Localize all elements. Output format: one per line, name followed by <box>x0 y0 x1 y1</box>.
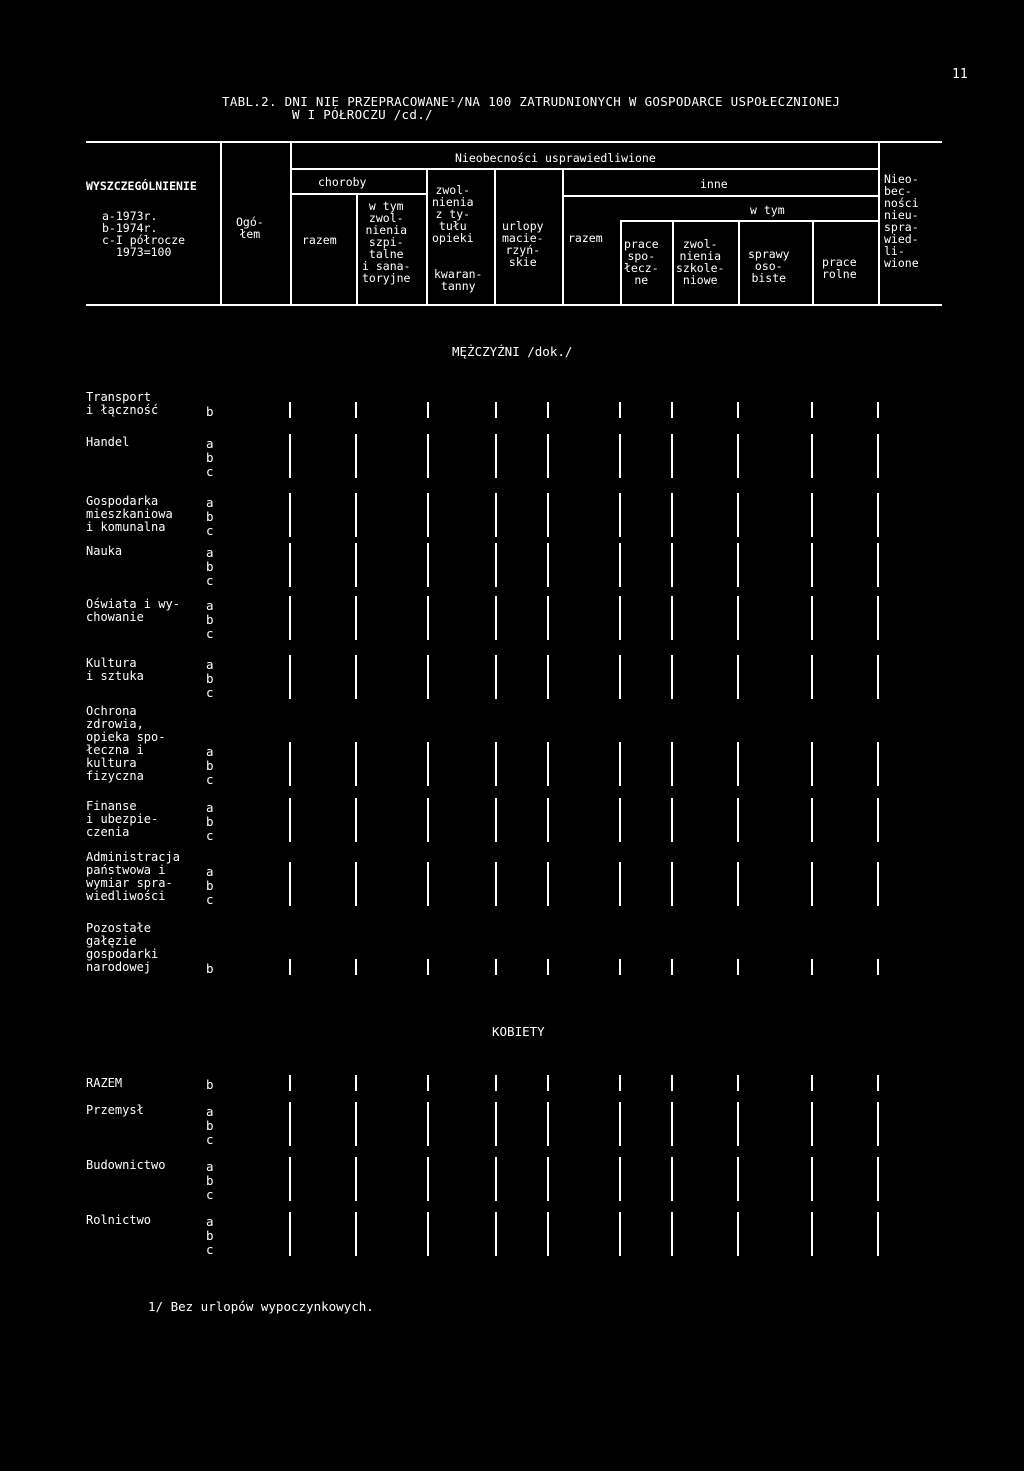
column-rule <box>495 1212 497 1256</box>
row-key: b <box>206 1077 214 1092</box>
column-rule <box>619 959 621 975</box>
row-key: c <box>206 1242 214 1257</box>
column-rule <box>495 543 497 587</box>
column-rule <box>289 1212 291 1256</box>
column-rule <box>547 655 549 699</box>
column-rule <box>355 1102 357 1146</box>
row-key: a <box>206 744 214 759</box>
column-rule <box>671 543 673 587</box>
column-rule <box>427 959 429 975</box>
row-label: RAZEM <box>86 1076 123 1090</box>
column-rule <box>671 1075 673 1091</box>
column-rule <box>737 798 739 842</box>
column-rule <box>877 742 879 786</box>
column-rule <box>427 742 429 786</box>
row-key: b <box>206 612 214 627</box>
table-title-line1: TABL.2. DNI NIE PRZEPRACOWANE¹/NA 100 ZATRUDNIONYCH W GOSPODARCE USPOŁECZNIONEJ <box>222 94 841 109</box>
column-rule <box>355 742 357 786</box>
column-rule <box>737 493 739 537</box>
column-rule <box>547 742 549 786</box>
column-rule <box>811 596 813 640</box>
column-rule <box>355 1075 357 1091</box>
row-label: Gospodarka mieszkaniowa i komunalna <box>86 494 173 534</box>
row-key: a <box>206 436 214 451</box>
column-rule <box>547 434 549 478</box>
column-rule <box>547 1212 549 1256</box>
column-rule <box>737 959 739 975</box>
header-prace-rolne: prace rolne <box>822 255 857 281</box>
column-rule <box>289 543 291 587</box>
column-rule <box>671 596 673 640</box>
row-key: c <box>206 1187 214 1202</box>
column-rule <box>495 655 497 699</box>
column-rule <box>495 798 497 842</box>
row-label: Administracja państwowa i wymiar spra- wiedliwości <box>86 850 180 903</box>
column-rule <box>811 1102 813 1146</box>
column-rule <box>811 959 813 975</box>
column-rule <box>619 596 621 640</box>
column-rule <box>619 1102 621 1146</box>
header-kwarantanny: kwaran- tanny <box>434 267 483 293</box>
column-rule <box>811 862 813 906</box>
row-key: a <box>206 1104 214 1119</box>
column-rule <box>811 1212 813 1256</box>
column-rule <box>877 1157 879 1201</box>
column-rule <box>547 1102 549 1146</box>
column-rule <box>427 1102 429 1146</box>
row-key: b <box>206 1118 214 1133</box>
column-rule <box>877 402 879 418</box>
row-key: c <box>206 685 214 700</box>
header-zwolnienia-szkoleniowe: zwol- nienia szkole- niowe <box>676 237 725 287</box>
row-key: b <box>206 1173 214 1188</box>
column-rule <box>355 434 357 478</box>
row-key: c <box>206 828 214 843</box>
column-rule <box>547 862 549 906</box>
column-rule <box>671 1157 673 1201</box>
column-rule <box>877 493 879 537</box>
header-inne: inne <box>700 177 728 191</box>
header-w-tym-szpitalne: w tym zwol- nienia szpi- talne i sana- toryjne <box>362 199 411 285</box>
column-rule <box>289 1102 291 1146</box>
table-title-line2: W I PÓŁROCZU /cd./ <box>292 107 433 122</box>
column-rule <box>427 862 429 906</box>
column-rule <box>811 543 813 587</box>
column-rule <box>737 1075 739 1091</box>
header-c-line1: c-I półrocze <box>102 233 186 247</box>
row-key: a <box>206 657 214 672</box>
column-rule <box>355 493 357 537</box>
row-key: c <box>206 772 214 787</box>
column-rule <box>427 1075 429 1091</box>
column-rule <box>427 543 429 587</box>
column-rule <box>355 1157 357 1201</box>
header-c-line2: 1973=100 <box>116 245 172 259</box>
column-rule <box>671 402 673 418</box>
column-rule <box>811 434 813 478</box>
column-rule <box>619 402 621 418</box>
column-rule <box>355 655 357 699</box>
row-label: Ochrona zdrowia, opieka spo- łeczna i kultura fizyczna <box>86 704 166 783</box>
column-rule <box>495 862 497 906</box>
column-rule <box>737 862 739 906</box>
column-rule <box>355 1212 357 1256</box>
header-prace-spoleczne: prace spo- łecz- ne <box>624 237 659 287</box>
row-key: a <box>206 800 214 815</box>
header-choroby: choroby <box>318 175 367 189</box>
column-rule <box>427 434 429 478</box>
column-rule <box>877 655 879 699</box>
row-key: b <box>206 814 214 829</box>
column-rule <box>355 798 357 842</box>
row-key: b <box>206 758 214 773</box>
row-key: b <box>206 450 214 465</box>
column-rule <box>737 1157 739 1201</box>
column-rule <box>547 596 549 640</box>
section-women: KOBIETY <box>492 1024 545 1039</box>
column-rule <box>427 493 429 537</box>
column-rule <box>427 596 429 640</box>
column-rule <box>355 543 357 587</box>
row-key: b <box>206 961 214 976</box>
header-sprawy-osobiste: sprawy oso- biste <box>748 247 790 285</box>
column-rule <box>289 655 291 699</box>
column-rule <box>289 402 291 418</box>
column-rule <box>811 798 813 842</box>
row-key: c <box>206 1132 214 1147</box>
column-rule <box>289 1157 291 1201</box>
column-rule <box>619 655 621 699</box>
column-rule <box>877 1075 879 1091</box>
column-rule <box>877 862 879 906</box>
row-key: a <box>206 545 214 560</box>
column-rule <box>547 493 549 537</box>
column-rule <box>737 742 739 786</box>
column-rule <box>495 493 497 537</box>
header-razem-choroby: razem <box>302 233 337 247</box>
header-urlopy: urlopy macie- rzyń- skie <box>502 219 544 269</box>
column-rule <box>811 655 813 699</box>
column-rule <box>289 1075 291 1091</box>
column-rule <box>811 493 813 537</box>
column-rule <box>737 543 739 587</box>
column-rule <box>289 862 291 906</box>
column-rule <box>495 596 497 640</box>
row-key: a <box>206 598 214 613</box>
column-rule <box>427 1157 429 1201</box>
column-rule <box>877 1102 879 1146</box>
column-rule <box>671 959 673 975</box>
section-men: MĘŻCZYŹNI /dok./ <box>452 344 573 359</box>
column-rule <box>877 959 879 975</box>
column-rule <box>619 434 621 478</box>
column-rule <box>355 596 357 640</box>
row-label: Transport i łączność <box>86 390 159 417</box>
row-key: c <box>206 892 214 907</box>
column-rule <box>289 959 291 975</box>
column-rule <box>619 1075 621 1091</box>
header-spec: WYSZCZEGÓLNIENIE <box>86 179 197 193</box>
column-rule <box>671 862 673 906</box>
column-rule <box>495 402 497 418</box>
column-rule <box>671 742 673 786</box>
column-rule <box>877 434 879 478</box>
row-key: c <box>206 464 214 479</box>
column-rule <box>619 543 621 587</box>
footnote: 1/ Bez urlopów wypoczynkowych. <box>148 1299 374 1314</box>
column-rule <box>495 1157 497 1201</box>
column-rule <box>547 798 549 842</box>
row-key: b <box>206 404 214 419</box>
row-key: c <box>206 626 214 641</box>
header-zwolnienia-opieki: zwol- nienia z ty- tułu opieki <box>432 183 474 245</box>
column-rule <box>811 742 813 786</box>
column-rule <box>737 655 739 699</box>
column-rule <box>289 596 291 640</box>
column-rule <box>811 402 813 418</box>
column-rule <box>289 742 291 786</box>
header-ogolem: Ogó- łem <box>236 215 264 241</box>
row-key: c <box>206 523 214 538</box>
column-rule <box>619 1157 621 1201</box>
row-key: b <box>206 878 214 893</box>
column-rule <box>547 402 549 418</box>
row-label: Kultura i sztuka <box>86 656 144 683</box>
column-rule <box>737 434 739 478</box>
column-rule <box>671 798 673 842</box>
header-nieusprawiedliwione: Nieo- bec- ności nieu- spra- wied- li- wione <box>884 172 919 270</box>
column-rule <box>427 798 429 842</box>
column-rule <box>619 493 621 537</box>
row-label: Pozostałe gałęzie gospodarki narodowej <box>86 921 159 974</box>
column-rule <box>737 596 739 640</box>
header-nieobecnosci: Nieobecności usprawiedliwione <box>455 151 656 165</box>
column-rule <box>289 434 291 478</box>
row-label: Finanse i ubezpie- czenia <box>86 799 159 839</box>
column-rule <box>495 959 497 975</box>
column-rule <box>671 1212 673 1256</box>
header-razem-inne: razem <box>568 231 603 245</box>
row-key: a <box>206 1214 214 1229</box>
column-rule <box>547 959 549 975</box>
header-year-a: a-1973r. <box>102 209 158 223</box>
row-key: b <box>206 1228 214 1243</box>
column-rule <box>737 402 739 418</box>
column-rule <box>355 959 357 975</box>
column-rule <box>289 493 291 537</box>
row-key: a <box>206 1159 214 1174</box>
column-rule <box>619 862 621 906</box>
column-rule <box>495 1075 497 1091</box>
row-key: a <box>206 864 214 879</box>
column-rule <box>495 434 497 478</box>
column-rule <box>427 655 429 699</box>
row-label: Rolnictwo <box>86 1213 152 1227</box>
row-key: a <box>206 495 214 510</box>
column-rule <box>877 1212 879 1256</box>
column-rule <box>355 402 357 418</box>
column-rule <box>737 1212 739 1256</box>
column-rule <box>547 543 549 587</box>
column-rule <box>547 1075 549 1091</box>
column-rule <box>877 596 879 640</box>
column-rule <box>495 742 497 786</box>
column-rule <box>355 862 357 906</box>
column-rule <box>737 1102 739 1146</box>
row-key: b <box>206 559 214 574</box>
column-rule <box>671 1102 673 1146</box>
column-rule <box>619 798 621 842</box>
column-rule <box>619 1212 621 1256</box>
header-w-tym: w tym <box>750 203 785 217</box>
column-rule <box>811 1157 813 1201</box>
column-rule <box>427 1212 429 1256</box>
column-rule <box>671 655 673 699</box>
column-rule <box>671 493 673 537</box>
column-rule <box>877 543 879 587</box>
row-key: b <box>206 671 214 686</box>
column-rule <box>671 434 673 478</box>
row-label: Budownictwo <box>86 1158 166 1172</box>
row-key: c <box>206 573 214 588</box>
row-label: Oświata i wy- chowanie <box>86 597 180 624</box>
row-label: Nauka <box>86 544 123 558</box>
header-year-b: b-1974r. <box>102 221 158 235</box>
column-rule <box>547 1157 549 1201</box>
column-rule <box>289 798 291 842</box>
page-number: 11 <box>952 67 968 82</box>
column-rule <box>877 798 879 842</box>
column-rule <box>811 1075 813 1091</box>
column-rule <box>427 402 429 418</box>
column-rule <box>495 1102 497 1146</box>
column-rule <box>619 742 621 786</box>
row-label: Handel <box>86 435 130 449</box>
row-key: b <box>206 509 214 524</box>
row-label: Przemysł <box>86 1103 144 1117</box>
